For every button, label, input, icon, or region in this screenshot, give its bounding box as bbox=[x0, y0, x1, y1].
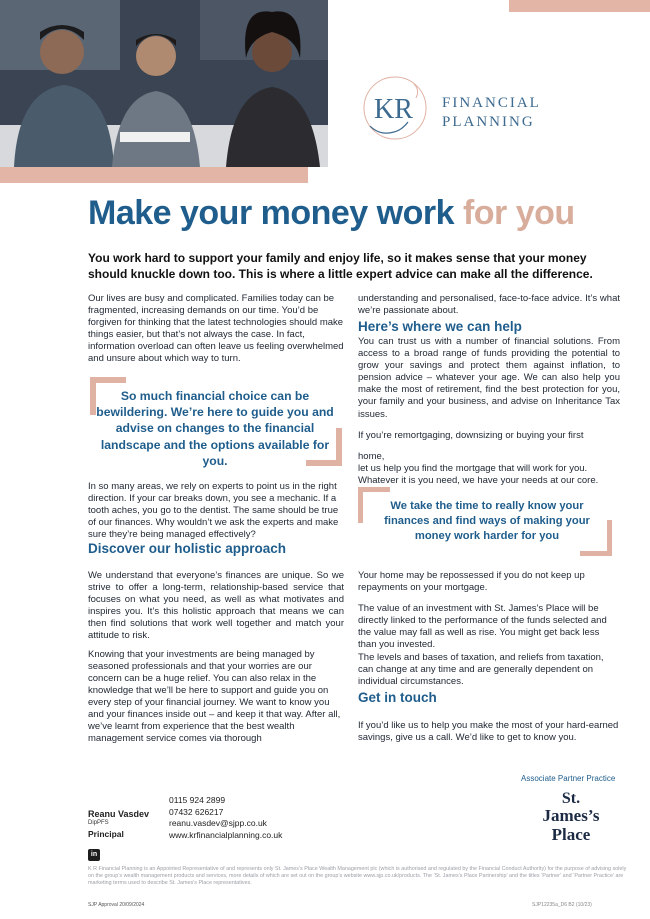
people-meeting-illustration bbox=[0, 0, 328, 167]
header-photo bbox=[0, 0, 328, 167]
left-para-3-4-block bbox=[88, 570, 344, 751]
sjp-logo-line-3: Place bbox=[551, 825, 591, 844]
sjp-logo-line-1: St. bbox=[561, 790, 581, 807]
right-paragraph-3c: let us help you find the mortgage that will work for you. Whatever it is you need, we have your needs at our core. bbox=[358, 462, 599, 486]
heading-where-we-can-help: Here’s where we can help bbox=[358, 319, 522, 334]
kr-logo-mark bbox=[356, 74, 434, 146]
contact-details bbox=[169, 795, 282, 841]
sjp-logo bbox=[528, 787, 614, 845]
phone-mobile[interactable]: 07432 626217 bbox=[169, 806, 224, 817]
logo-monogram: KR bbox=[374, 94, 413, 125]
email-link[interactable]: reanu.vasdev@sjpp.co.uk bbox=[169, 818, 267, 828]
page-title bbox=[88, 194, 575, 233]
linkedin-icon[interactable]: in bbox=[88, 849, 100, 861]
left-paragraph-3: We understand that everyone’s finances are unique. So we strive to offer a long-term, relationship-based service that focuses on what you need, as well as what motivates and inspires you. It’s this holistic approach that means we can then find solutions that work well together and match your attitude to risk. bbox=[88, 570, 344, 642]
heading-get-in-touch: Get in touch bbox=[358, 690, 437, 705]
left-paragraph-4: Knowing that your investments are being managed by seasoned professionals and that your worries are our concern can be a huge relief. You can also relax in the knowledge that we’ll be here to support and guide you on every step of your financial journey. We want to know you and your finances inside out – and keep it that way. After all, we’ve learnt from experience that the best wealth management service comes via thorough bbox=[88, 648, 341, 745]
logo-line-1: FINANCIAL bbox=[442, 95, 541, 111]
website-link[interactable]: www.krfinancialplanning.co.uk bbox=[169, 829, 283, 840]
left-para-1-block bbox=[88, 293, 344, 372]
associate-partner-label: Associate Partner Practice bbox=[521, 774, 616, 783]
right-paragraph-2: You can trust us with a number of financial solutions. From access to a broad range of funds providing the potential to grow your savings and protect them against inflation, to pension advice – whatever your age. We can also help you make the most of retirement, find the best protection for you, your family and your business, and advise on Inheritance Tax issues. bbox=[358, 336, 620, 420]
logo-line-2: PLANNING bbox=[442, 114, 535, 130]
right-paragraph-4: If you’d like us to help you make the most of your hard-earned savings, give us a call. We’d like to get to know you. bbox=[358, 720, 619, 744]
right-pull-quote: We take the time to really know your finances and find ways of making your money work harder for you bbox=[384, 500, 590, 542]
intro-paragraph: You work hard to support your family and enjoy life, so it makes sense that your money should knuckle down too. This is where a little expert advice can make all the difference. bbox=[88, 251, 593, 281]
agent-name: Reanu Vasdev bbox=[88, 809, 150, 819]
document-code: SJP12235a_D6 B2 (10/23) bbox=[532, 902, 592, 908]
left-paragraph-2: In so many areas, we rely on experts to point us in the right direction. If your car breaks down, you see a mechanic. If a tooth aches, you go to the dentist. The same should be true of our finances. Why wouldn’t we ask the experts and make sure they’re being managed effectively? bbox=[88, 481, 339, 541]
regulatory-disclaimer: K R Financial Planning is an Appointed Representative of and represents only St. James’s Place Wealth Management plc (which is authorised and regulated by the Financial Conduct Authority) for the purpose of advising solely on the group’s wealth management products and services, more details of which are set out on the group’s website www.sjp.co.uk/products. The ‘St. James’s Place Partnership’ and the titles ‘Partner’ and ‘Partner Practice’ are marketing terms used to describe St. James’s Place representatives. bbox=[88, 866, 627, 887]
right-paragraph-1: understanding and personalised, face-to-face advice. It’s what we’re passionate about. bbox=[358, 293, 620, 317]
photo-accent-bar bbox=[0, 167, 308, 183]
risk-warnings-block bbox=[358, 570, 620, 694]
right-para-4-block bbox=[358, 720, 620, 750]
logo-wordmark bbox=[442, 94, 541, 132]
left-para-2-block bbox=[88, 481, 344, 547]
headline-part-1: Make your money work bbox=[88, 194, 455, 232]
phone-landline[interactable]: 0115 924 2899 bbox=[169, 795, 226, 805]
risk-warning-tax: The levels and bases of taxation, and reliefs from taxation, can change at any time and are generally dependent on individual circumstances. bbox=[358, 651, 604, 687]
agent-role: Principal bbox=[88, 829, 124, 839]
heading-holistic-approach: Discover our holistic approach bbox=[88, 541, 287, 556]
agent-credentials: DipPFS bbox=[88, 820, 109, 826]
sjp-logo-line-2: James’s bbox=[542, 806, 600, 825]
headline-part-2: for you bbox=[462, 194, 575, 232]
risk-warning-investment: The value of an investment with St. James’s Place will be directly linked to the performance of the funds selected and the value may fall as well as rise. You might get back less than you invested. bbox=[358, 603, 607, 651]
right-para-2-3-block bbox=[358, 336, 620, 493]
approval-reference: SJP Approval 20/09/2024 bbox=[88, 902, 145, 908]
right-paragraph-3b: home, bbox=[358, 450, 385, 462]
left-pull-quote: So much financial choice can be bewildering. We’re here to guide you and advise on changes to the financial landscape and the options available for you. bbox=[96, 389, 334, 468]
left-paragraph-1: Our lives are busy and complicated. Families today can be fragmented, increasing demands on our time. You’d be forgiven for thinking that the latest technologies should make things easier, but that’s not always the case. In fact, information overload can often leave us feeling overwhelmed and unsure about which way to turn. bbox=[88, 293, 344, 365]
top-accent-bar bbox=[509, 0, 650, 12]
risk-warning-mortgage: Your home may be repossessed if you do not keep up repayments on your mortgage. bbox=[358, 570, 585, 594]
right-paragraph-3a: If you’re remortgaging, downsizing or buying your first bbox=[358, 429, 584, 441]
